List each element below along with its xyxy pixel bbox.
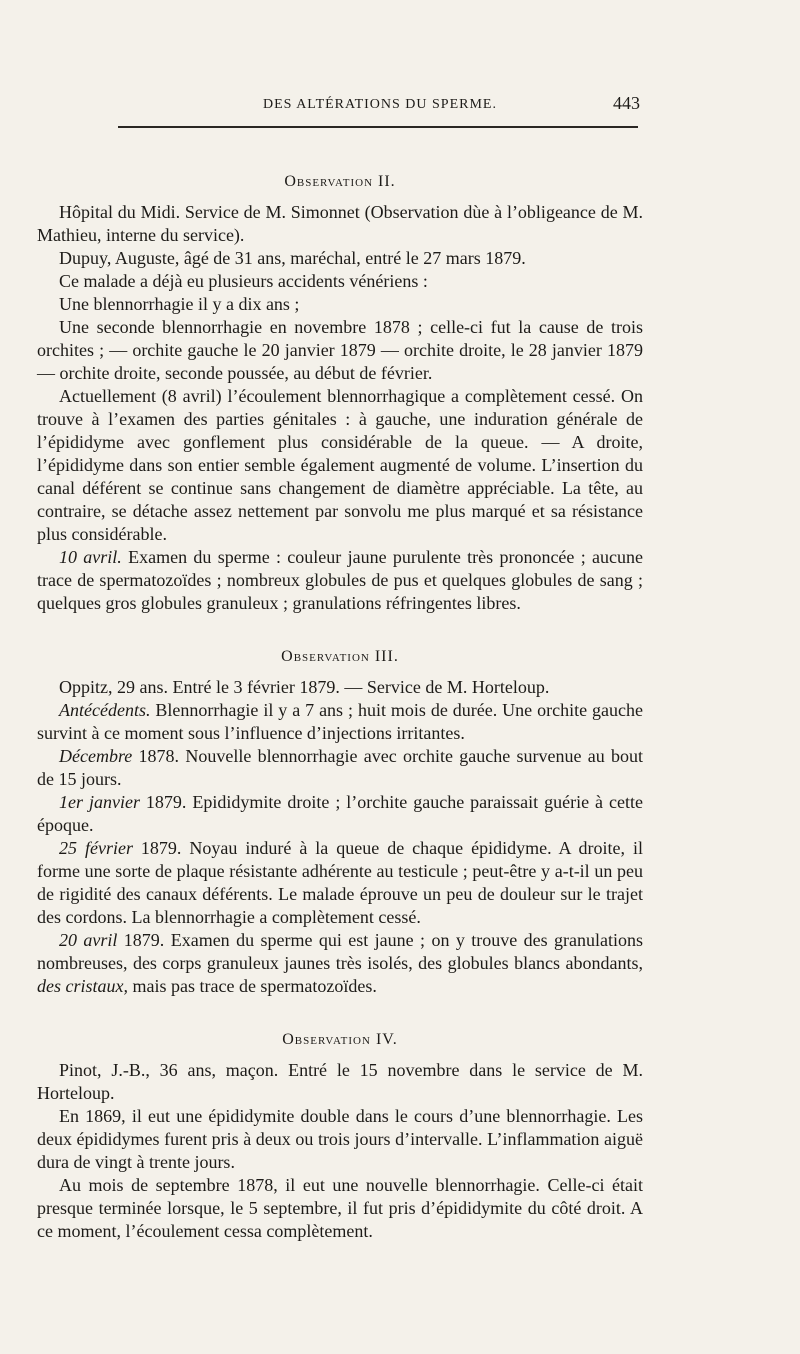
obs3-paragraph-6-text-b: mais pas trace de spermatozoïdes. (127, 976, 377, 996)
header-rule (118, 126, 638, 128)
obs3-antecedents-label: Antécédents. (59, 700, 151, 720)
page-header (120, 93, 640, 117)
obs3-paragraph-6-text-a: 1879. Examen du sperme qui est jaune ; on y trouve des granulations nombreuses, des corps granuleux jaunes très isolés, des globules blancs abondants, (37, 930, 644, 973)
obs2-paragraph-7-text: Examen du sperme : couleur jaune purulente très prononcée ; aucune trace de spermatozoïdes ; nombreux globules de pus et quelques globules de sang ; quelques gros globules granuleux ; granulations réfringentes libres. (37, 547, 643, 613)
obs2-paragraph-7 (37, 546, 643, 615)
obs2-paragraph-4: Une blennorrhagie il y a dix ans ; (59, 294, 300, 314)
obs4-paragraph-2: En 1869, il eut une épididymite double dans le cours d’une blennorrhagie. Les deux épididymes furent pris à deux ou trois jours d’intervalle. L’inflammation aiguë dura de vingt à trente jours. (37, 1106, 643, 1172)
observation-ii-heading: Observation II. (284, 173, 396, 190)
obs3-paragraph-3-text: 1878. Nouvelle blennorrhagie avec orchite gauche survenue au bout de 15 jours. (37, 746, 643, 789)
obs3-april-label: 20 avril (59, 930, 118, 950)
obs3-paragraph-4 (37, 791, 643, 837)
obs3-paragraph-2 (37, 699, 643, 745)
page-number: 443 (613, 93, 640, 113)
obs2-paragraph-1: Hôpital du Midi. Service de M. Simonnet (Observation dùe à l’obligeance de M. Mathieu, interne du service). (37, 202, 643, 245)
obs3-paragraph-5-text: 1879. Noyau induré à la queue de chaque épididyme. A droite, il forme une sorte de plaque résistante adhérente au testicule ; peut-être y a-t-il un peu de rigidité des canaux déférents. Le malade éprouve un peu de douleur sur le trajet des cordons. La blennorrhagie a complètement cessé. (37, 838, 643, 927)
obs2-paragraph-5: Une seconde blennorrhagie en novembre 1878 ; celle-ci fut la cause de trois orchites ; — orchite gauche le 20 janvier 1879 — orchite droite, le 28 janvier 1879 — orchite droite, seconde poussée, au début de février. (37, 317, 643, 383)
obs3-cristaux-text: des cristaux, (37, 976, 128, 996)
obs3-paragraph-1: Oppitz, 29 ans. Entré le 3 février 1879. — Service de M. Horteloup. (59, 677, 550, 697)
obs3-paragraph-2-text: Blennorrhagie il y a 7 ans ; huit mois de durée. Une orchite gauche survint à ce moment sous l’influence d’injections irritantes. (37, 700, 643, 743)
obs3-paragraph-6 (37, 929, 643, 998)
obs3-paragraph-4-text: 1879. Epididymite droite ; l’orchite gauche paraissait guérie à cette époque. (37, 792, 643, 835)
obs3-paragraph-3 (37, 745, 643, 791)
obs2-paragraph-3: Ce malade a déjà eu plusieurs accidents vénériens : (59, 271, 428, 291)
observation-iii-heading: Observation III. (281, 648, 399, 665)
obs2-paragraph-6: Actuellement (8 avril) l’écoulement blennorrhagique a complètement cessé. On trouve à l’examen des parties génitales : à gauche, une induration générale de l’épididyme avec gonflement plus considérable de la queue. — A droite, l’épididyme dans son entier semble également augmenté de volume. L’insertion du canal déférent se continue sans changement de diamètre appréciable. La tête, au contraire, se détache assez nettement par sonvolu me plus marqué et sa résistance plus considérable. (37, 386, 643, 544)
body-text (37, 170, 643, 1243)
obs3-december-label: Décembre (59, 746, 133, 766)
obs4-paragraph-3: Au mois de septembre 1878, il eut une nouvelle blennorrhagie. Celle-ci était presque terminée lorsque, le 5 septembre, il fut pris d’épididymite du côté droit. A ce moment, l’écoulement cessa complètement. (37, 1175, 643, 1241)
obs3-paragraph-5 (37, 837, 643, 929)
obs3-january-label: 1er janvier (59, 792, 140, 812)
obs4-paragraph-1: Pinot, J.-B., 36 ans, maçon. Entré le 15 novembre dans le service de M. Horteloup. (37, 1060, 643, 1103)
observation-iv-heading: Observation IV. (282, 1031, 398, 1048)
running-title: DES ALTÉRATIONS DU SPERME. (263, 97, 497, 112)
obs3-february-label: 25 février (59, 838, 133, 858)
obs2-date-label: 10 avril. (59, 547, 122, 567)
obs2-paragraph-2: Dupuy, Auguste, âgé de 31 ans, maréchal, entré le 27 mars 1879. (59, 248, 526, 268)
